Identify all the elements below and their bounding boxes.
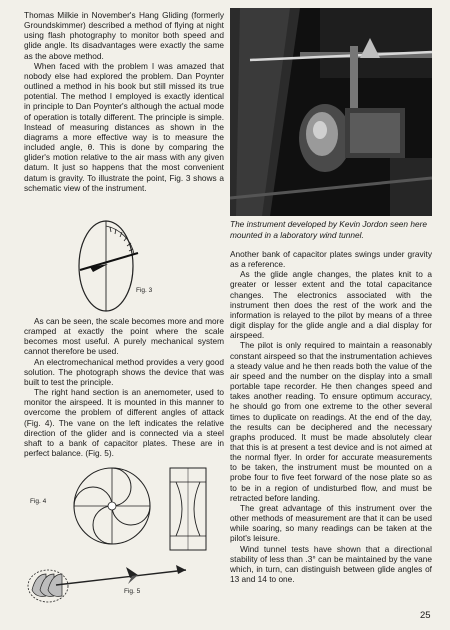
instrument-photo <box>230 8 432 216</box>
paragraph: Wind tunnel tests have shown that a directional stability of less than .3° can be maintained by the vane which, in turn, can distinguish between glide angles of 13 and 14 to one. <box>230 543 432 584</box>
paragraph: When faced with the problem I was amazed that nobody else had explored the problem. Dan Poynter outlined a method in his book but still missed its true potential. The method I employed is exactly identical in principle to Dan Poynter's although the actual mode of operation is totally different. The principle is simple. Instead of measuring distances as shown in the diagrams a more effective way is to measure the included angle, θ. This is done by comparing the glider's motion relative to the air mass with any given datum. It just so happens that the most convenient datum is gravity. To illustrate the point, Fig. 3 shows a schematic view of the instrument. <box>24 60 224 193</box>
fig4-label: Fig. 4 <box>30 498 47 505</box>
fig4-side-view <box>166 466 210 552</box>
page-number: 25 <box>420 610 431 621</box>
wind-tunnel-photo-illustration <box>230 8 432 216</box>
fig5-label: Fig. 5 <box>124 588 141 595</box>
left-column-top-text <box>24 10 224 193</box>
paragraph: An electromechanical method provides a very good solution. The photograph shows the device that was built to test the principle. <box>24 356 224 387</box>
paragraph: The pilot is only required to maintain a reasonably constant airspeed so that the instrumentation achieves a steady value and he then reads both the value of the air speed and the number on the display into a small portable tape recorder. He then changes speed and takes another reading. To ensure optimum accuracy, he should go from one extreme to the other several times to duplicate on readings. At the end of the day, the results can be deciphered and the necessary graphs produced. It must be made absolutely clear that this is at present a test device and is not aimed at the normal flyer. In order for accurate measurements to be taken, the instrument must be mounted on a probe four to five feet forward of the nose plate so as to be in a region of undisturbed flow, and must be retracted before landing. <box>230 340 432 503</box>
paragraph: Another bank of capacitor plates swings under gravity as a reference. <box>230 249 432 270</box>
fig3-label: Fig. 3 <box>136 287 153 294</box>
photo-caption: The instrument developed by Kevin Jordon seen here mounted in a laboratory wind tunnel. <box>230 219 427 240</box>
fig5-diagram <box>26 552 211 614</box>
paragraph: Thomas Milkie in November's Hang Gliding (formerly Groundskimmer) described a method of flying at night using flash photography to monitor both speed and glide angle. Its disadvantages were exactly the same as the above method. <box>24 10 224 61</box>
fig3-schematic <box>60 218 170 314</box>
paragraph: As the glide angle changes, the plates knit to a greater or lesser extent and the total capacitance changes. The electronics associated with the instrument then does the rest of the work and the information is relayed to the pilot by means of a three digit display for the glide angle and a dial display for airspeed. <box>230 269 432 341</box>
paragraph: The great advantage of this instrument over the other methods of measurement are that it can be used while soaring, so many readings can be taken at the pilot's leisure. <box>230 502 432 544</box>
left-column-middle-text <box>24 316 224 458</box>
paragraph: The right hand section is an anemometer, used to monitor the airspeed. It is mounted in this manner to overcome the problem of different angles of attack (Fig. 4). The vane on the left indicates the relative direction of the glider and is connected via a steel shaft to a bank of capacitor plates. These are in perfect balance. (Fig. 5). <box>24 387 224 459</box>
fig4-diagram <box>68 464 158 548</box>
paragraph: As can be seen, the scale becomes more and more cramped at exactly the point where the scale becomes most useful. A purely mechanical system cannot therefore be used. <box>24 316 224 357</box>
right-column-text <box>230 249 432 584</box>
